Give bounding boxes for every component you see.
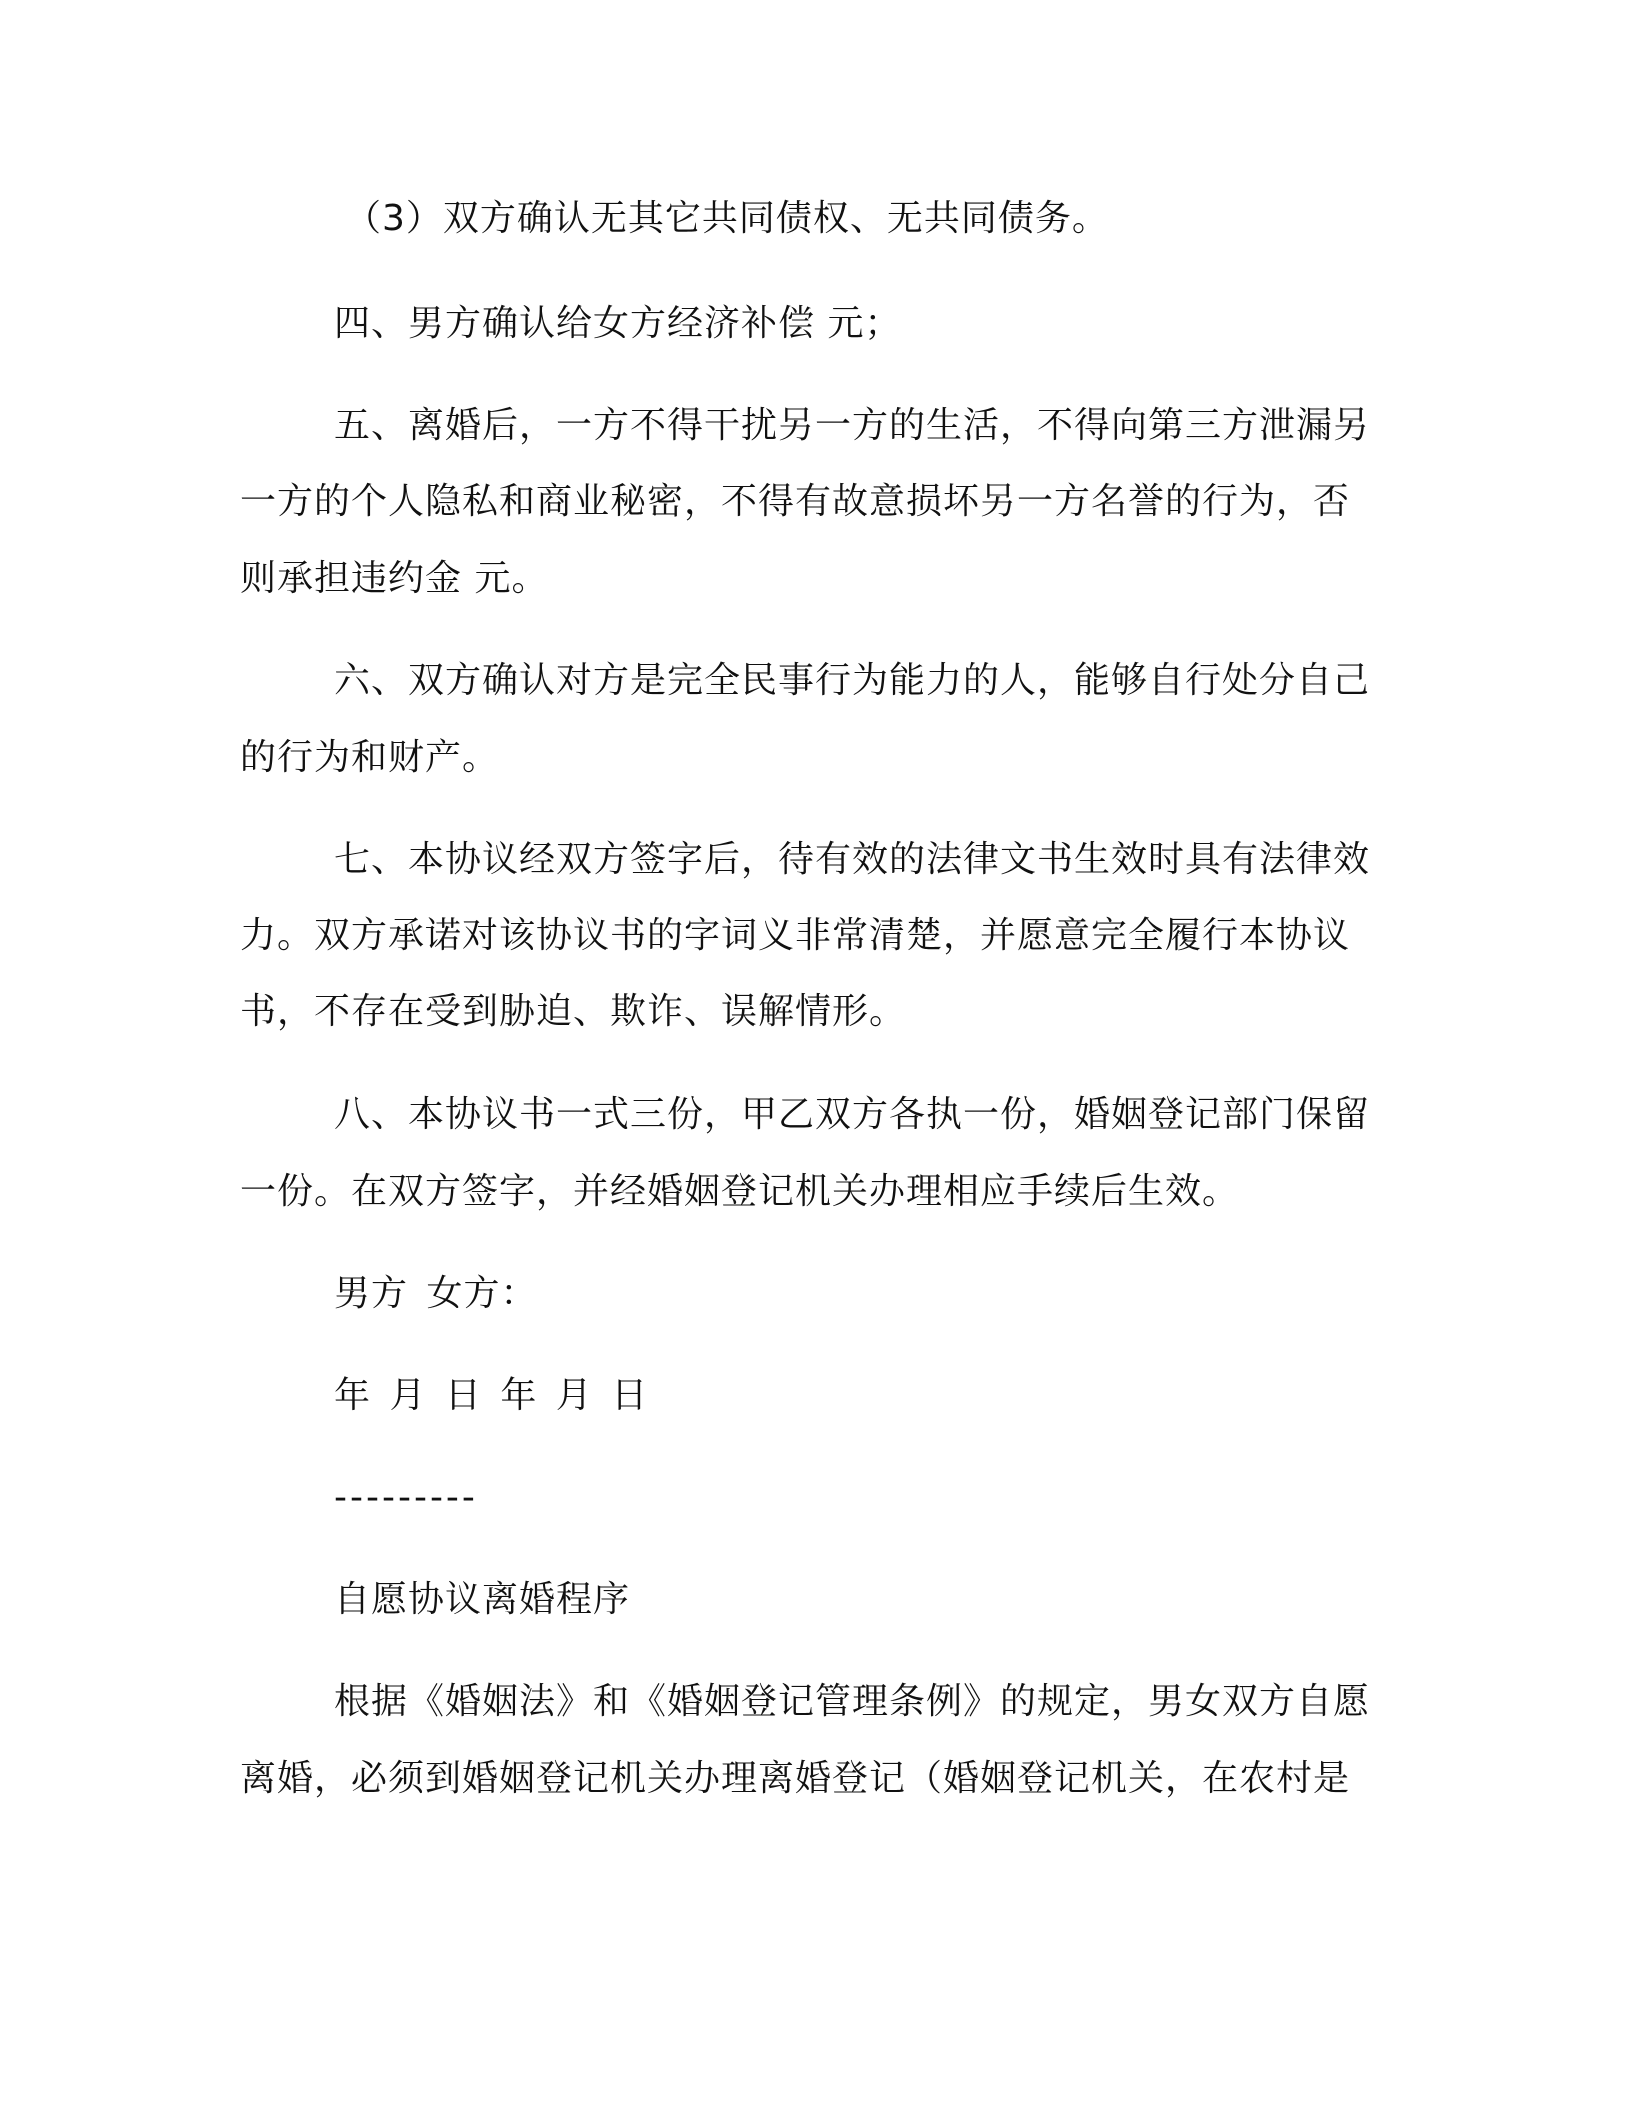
section-title: 自愿协议离婚程序 [334, 1579, 631, 1620]
clause-six-line-1: 六、双方确认对方是完全民事行为能力的人，能够自行处分自己 [334, 660, 1371, 701]
clause-seven-line-3: 书，不存在受到胁迫、欺诈、误解情形。 [240, 991, 907, 1032]
clause-seven-line-1: 七、本协议经双方签字后，待有效的法律文书生效时具有法律效 [334, 839, 1371, 880]
date-line: 年 月 日 年 月 日 [334, 1375, 649, 1416]
clause-four-line: 四、男方确认给女方经济补偿 元； [334, 303, 902, 344]
clause-3-line: （3）双方确认无其它共同债权、无共同债务。 [345, 198, 1109, 239]
clause-five-line-1: 五、离婚后，一方不得干扰另一方的生活，不得向第三方泄漏另 [334, 405, 1371, 446]
clause-five-line-2: 一方的个人隐私和商业秘密，不得有故意损坏另一方名誉的行为，否 [240, 481, 1351, 522]
clause-six-line-2: 的行为和财产。 [240, 737, 500, 778]
clause-seven-line-2: 力。双方承诺对该协议书的字词义非常清楚，并愿意完全履行本协议 [240, 915, 1351, 956]
clause-five-line-3: 则承担违约金 元。 [240, 558, 549, 599]
clause-eight-line-2: 一份。在双方签字，并经婚姻登记机关办理相应手续后生效。 [240, 1171, 1240, 1212]
separator-line: --------- [334, 1477, 478, 1518]
signature-line: 男方 女方： [334, 1273, 538, 1314]
procedure-line-1: 根据《婚姻法》和《婚姻登记管理条例》的规定，男女双方自愿 [334, 1681, 1371, 1722]
clause-eight-line-1: 八、本协议书一式三份，甲乙双方各执一份，婚姻登记部门保留 [334, 1094, 1371, 1135]
procedure-line-2: 离婚，必须到婚姻登记机关办理离婚登记（婚姻登记机关，在农村是 [240, 1758, 1351, 1799]
